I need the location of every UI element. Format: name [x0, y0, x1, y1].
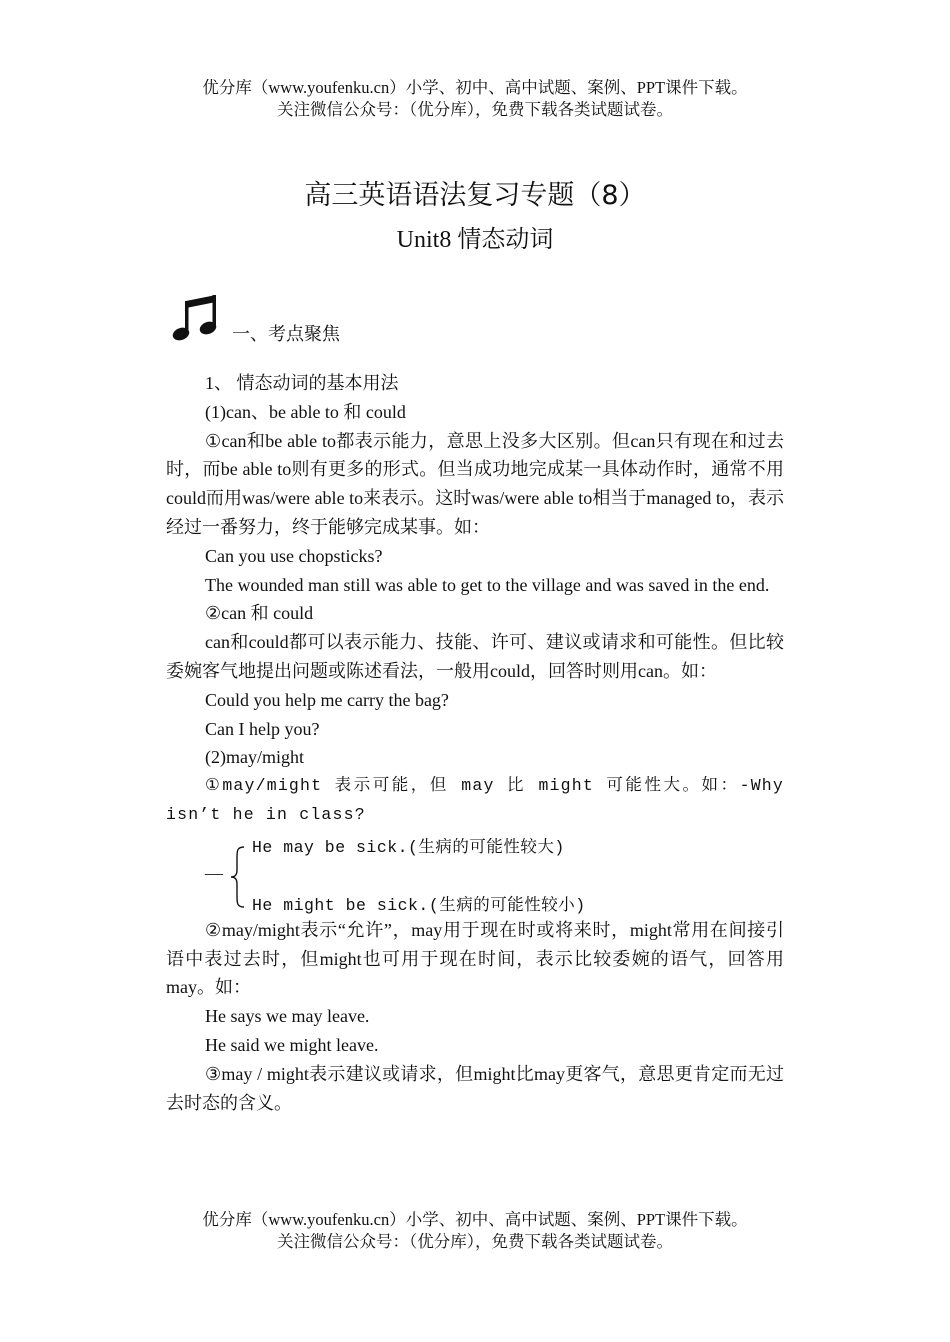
example-sentence: He says we may leave. [205, 1006, 370, 1027]
paragraph: (2)may/might [205, 747, 304, 768]
footer-line-1: 优分库（www.youfenku.cn）小学、初中、高中试题、案例、PPT课件下载。 [202, 1210, 748, 1229]
paragraph: can和could都可以表示能力、技能、许可、建议或请求和可能性。但比较委婉客气地提出问题或陈述看法，一般用could，回答时则用can。如： [166, 632, 784, 681]
left-brace-icon [230, 846, 246, 908]
example-sentence: Can you use chopsticks? [205, 545, 383, 566]
header-line-2: 关注微信公众号：（优分库），免费下载各类试题试卷。 [277, 100, 673, 119]
brace-group [166, 830, 784, 916]
paragraph: ①can和be able to都表示能力，意思上没多大区别。但can只有现在和过去时，而be able to则有更多的形式。但当成功地完成某一具体动作时，通常不用could而用was/were able to来表示。这时was/were able to相当于managed to，表示经过一番努力，终于能够完成某事。如： [166, 430, 784, 537]
section-heading: 一、考点聚焦 [232, 324, 340, 344]
paragraph: ②can 和 could [205, 603, 314, 624]
page-header [0, 77, 950, 121]
header-line-1: 优分库（www.youfenku.cn）小学、初中、高中试题、案例、PPT课件下载。 [202, 78, 748, 97]
example-sentence: Could you help me carry the bag? [205, 689, 449, 710]
paragraph: ①may/might 表示可能，但 may 比 might 可能性大。如：-Why isn’t he in class? [166, 776, 784, 824]
example-sentence: The wounded man still was able to get to the village and was saved in the end. [205, 574, 770, 595]
document-title: 高三英语语法复习专题（8） [304, 180, 646, 211]
paragraph: 1、 情态动词的基本用法 [205, 373, 399, 393]
paragraph: (1)can、be able to 和 could [205, 401, 406, 422]
paragraph: ③may / might表示建议或请求，但might比may更客气，意思更肯定而无过去时态的含义。 [166, 1063, 784, 1113]
paragraph: ②may/might表示“允许”，may用于现在时或将来时，might常用在间接引语中表过去时，但might也可用于现在时间，表示比较委婉的语气，回答用may。如： [166, 919, 784, 998]
brace-dash: — [205, 862, 223, 883]
body-content [166, 369, 784, 1117]
example-sentence: Can I help you? [205, 718, 320, 739]
brace-line-1: He may be sick.(生病的可能性较大) [252, 837, 565, 857]
page-footer [0, 1209, 950, 1253]
brace-line-2: He might be sick.(生病的可能性较小) [252, 895, 586, 915]
music-note-icon [172, 295, 220, 345]
example-sentence: He said we might leave. [205, 1034, 379, 1055]
document-subtitle: Unit8 情态动词 [396, 227, 554, 253]
footer-line-2: 关注微信公众号：（优分库），免费下载各类试题试卷。 [277, 1232, 673, 1251]
